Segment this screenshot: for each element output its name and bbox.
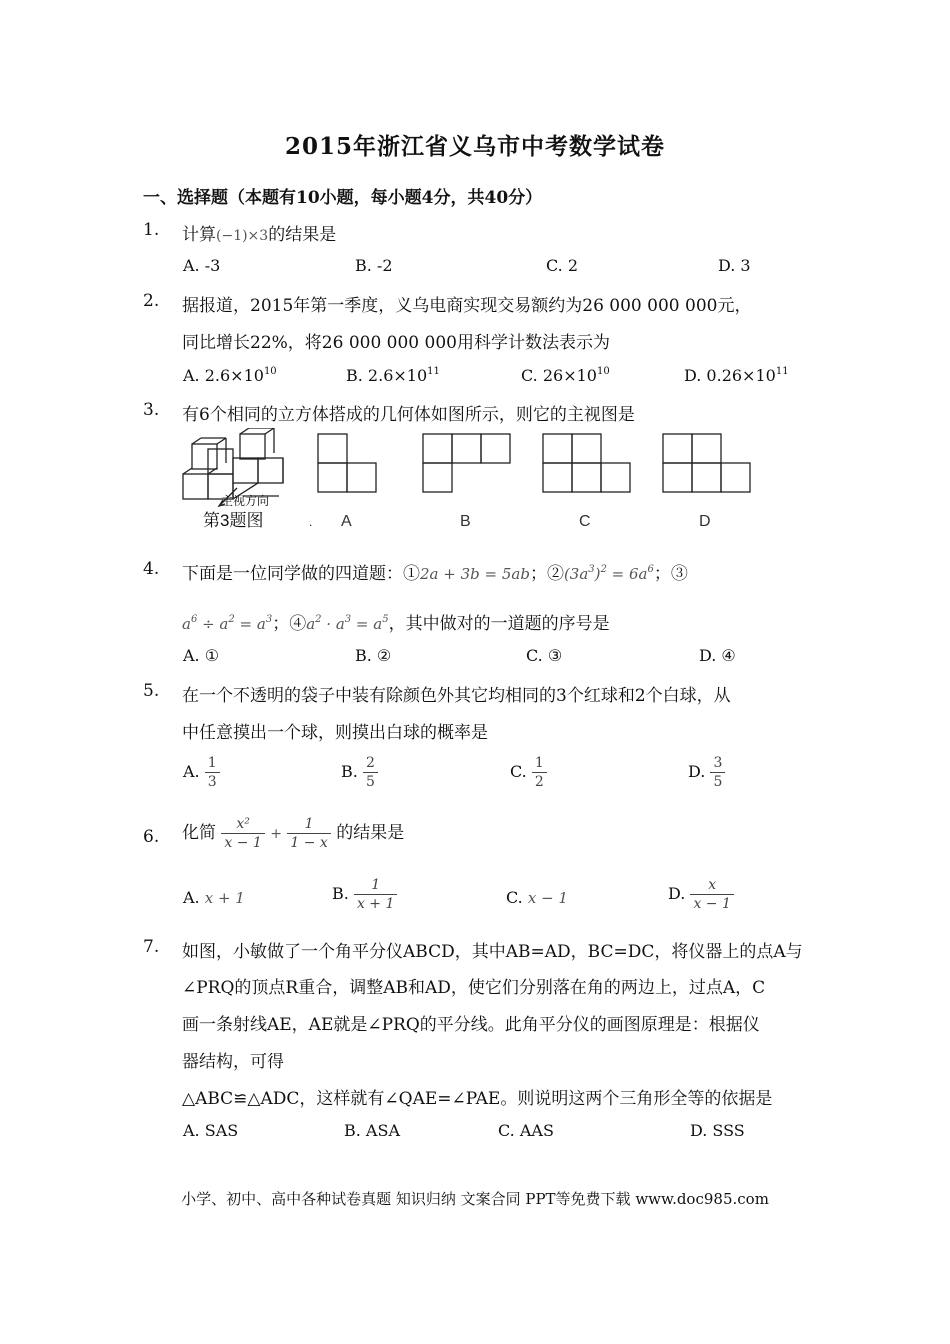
q7-line5: △ABC≌△ADC，这样就有∠QAE=∠PAE。则说明这两个三角形全等的依据是 (182, 1089, 773, 1109)
q4-expr-4: $a^2 \cdot a^3 = a^5$ (306, 614, 389, 633)
q1-post: 的结果是 (268, 225, 337, 245)
q6-stem: 化简 $\frac{\text{x²}}{x - 1}$ + $\frac{1}{1 - x}$ 的结果是 (182, 816, 405, 851)
q6-option-d: D. $\frac{x}{x - 1}$ (668, 876, 734, 913)
q3-view-d (663, 434, 750, 492)
q4-option-b: B. ② (355, 646, 392, 665)
q5-option-a: A. $\frac{1}{3}$ (183, 754, 220, 791)
q4-line1: 下面是一位同学做的四道题：①2a + 3b = 5ab；$②(3a^3)^2 = 6a^6$；③ (182, 564, 688, 584)
q4-expr-1: 2a + 3b = 5ab (420, 565, 530, 583)
q6-number: 6. (143, 827, 160, 847)
q4-option-a: A. ① (183, 646, 220, 665)
q7-option-c: C. AAS (498, 1121, 554, 1140)
q2-option-b: B. $2.6\times 10^{11}$ (346, 366, 440, 385)
q3-tick: . (309, 515, 313, 529)
q3-view-a (318, 434, 376, 492)
q1-stem (182, 220, 336, 245)
page-footer: 小学、初中、高中各种试卷真题 知识归纳 文案合同 PPT等免费下载 www.doc985.com (181, 1190, 769, 1208)
q2-number: 2. (143, 291, 160, 311)
q4-expr-2: $(3a^3)^2 = 6a^6$ (563, 564, 654, 583)
q7-option-b: B. ASA (344, 1121, 400, 1140)
q7-option-a: A. SAS (183, 1121, 239, 1140)
q4-option-c: C. ③ (526, 646, 563, 665)
q4-line2: $a^6 \div a^2 = a^3$；$④a^2 \cdot a^3 = a^5$，其中做对的一道题的序号是 (182, 614, 610, 634)
q3-label-b: B (460, 513, 471, 530)
q1-option-a: A. -3 (183, 256, 221, 275)
q5-line1: 在一个不透明的袋子中装有除颜色外其它均相同的3个红球和2个白球，从 (182, 686, 731, 706)
q3-figure (175, 428, 775, 533)
q2-line2: 同比增长22%，将26 000 000 000用科学计数法表示为 (182, 333, 610, 353)
q1-option-c: C. 2 (546, 256, 579, 275)
q3-label-a: A (341, 513, 352, 530)
q3-view-c (543, 434, 630, 492)
q2-option-a: A. $2.6\times 10^{10}$ (183, 366, 277, 385)
q6-option-c: C. x − 1 (506, 888, 568, 907)
q3-solid-figure (183, 428, 283, 499)
q2-line1: 据报道，2015年第一季度，义乌电商实现交易额约为26 000 000 000元， (182, 296, 752, 316)
q3-label-d: D (699, 513, 711, 530)
q3-direction-label: 主视方向 (221, 494, 270, 508)
q4-expr-3: $a^6 \div a^2 = a^3$ (182, 614, 273, 633)
section-heading: 一、选择题（本题有10小题，每小题4分，共40分） (143, 188, 543, 208)
q5-option-b: B. $\frac{2}{5}$ (341, 754, 378, 791)
q7-option-d: D. SSS (690, 1121, 745, 1140)
q1-expr: (−1)×3 (216, 228, 269, 244)
page-title: 2015年浙江省义乌市中考数学试卷 (284, 133, 665, 160)
q3-label-c: C (579, 513, 591, 530)
q1-option-b: B. -2 (355, 256, 393, 275)
q7-number: 7. (143, 937, 160, 957)
q6-fraction-2: $\frac{1}{1 - x}$ (287, 815, 330, 852)
q7-line3: 画一条射线AE，AE就是∠PRQ的平分线。此角平分仪的画图原理是：根据仪 (182, 1015, 760, 1035)
q2-option-d: D. $0.26\times 10^{11}$ (684, 366, 789, 385)
q5-line2: 中任意摸出一个球，则摸出白球的概率是 (182, 723, 488, 743)
q4-option-d: D. ④ (699, 646, 736, 665)
q7-line4: 器结构，可得 (182, 1052, 284, 1072)
q1-option-d: D. 3 (718, 256, 751, 275)
q7-line1: 如图，小敏做了一个角平分仪ABCD，其中AB=AD，BC=DC，将仪器上的点A与 (182, 942, 803, 962)
q6-fraction-1: $\frac{\text{x²}}{x - 1}$ (221, 815, 264, 852)
q1-number: 1. (143, 220, 160, 240)
q7-line2: ∠PRQ的顶点R重合，调整AB和AD，使它们分别落在角的两边上，过点A，C (182, 978, 766, 998)
q2-option-c: C. $26\times 10^{10}$ (521, 366, 610, 385)
q4-number: 4. (143, 559, 160, 579)
q6-option-b: B. $\frac{1}{x + 1}$ (332, 876, 397, 913)
q5-number: 5. (143, 681, 160, 701)
q3-view-b (423, 434, 510, 492)
q3-number: 3. (143, 400, 160, 420)
q5-option-c: C. $\frac{1}{2}$ (510, 754, 547, 791)
q5-option-d: D. $\frac{3}{5}$ (688, 754, 725, 791)
q3-figure-caption: 第3题图 (203, 511, 264, 530)
q1-pre: 计算 (182, 225, 216, 245)
q3-stem: 有6个相同的立方体搭成的几何体如图所示，则它的主视图是 (182, 405, 635, 425)
q6-option-a: A. x + 1 (183, 888, 245, 907)
